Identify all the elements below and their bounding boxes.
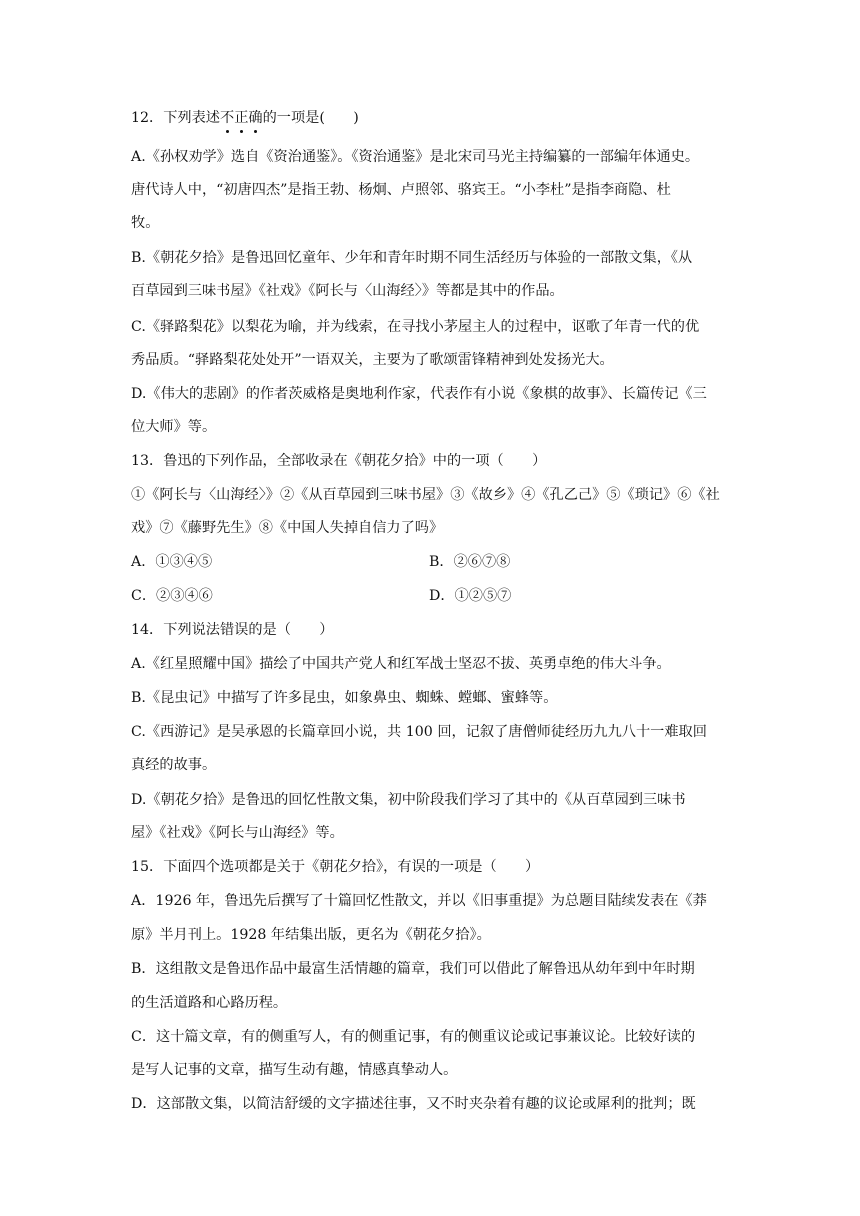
q12-option-d-line2: 位大师》等。 xyxy=(131,419,217,435)
q14-option-b: B.《昆虫记》中描写了许多昆虫，如象鼻虫、蜘蛛、螳螂、蜜蜂等。 xyxy=(131,690,558,706)
q15-option-a-line1: A．1926 年，鲁迅先后撰写了十篇回忆性散文，并以《旧事重提》为总题目陆续发表在《莽 xyxy=(131,893,707,909)
q14-option-d-line1: D.《朝花夕拾》是鲁迅的回忆性散文集，初中阶段我们学习了其中的《从百草园到三味书 xyxy=(131,792,686,808)
q14-option-c-line1: C.《西游记》是吴承恩的长篇章回小说，共 100 回，记叙了唐僧师徒经历九九八十一难取回 xyxy=(131,724,707,740)
q14-option-d-line2: 屋》《社戏》《阿长与山海经》等。 xyxy=(131,825,344,841)
emphasis-char: 不 xyxy=(220,110,235,126)
q14-option-a: A.《红星照耀中国》描绘了中国共产党人和红军战士坚忍不拔、英勇卓绝的伟大斗争。 xyxy=(131,656,671,672)
q15-option-c-line2: 是写人记事的文章，描写生动有趣，情感真挚动人。 xyxy=(131,1062,458,1078)
q12-option-c-line2: 秀品质。“驿路梨花处处开”一语双关，主要为了歌颂雷锋精神到处发扬光大。 xyxy=(131,352,614,368)
q12-option-a-line3: 牧。 xyxy=(131,215,160,231)
question-12-stem-text: 12．下列表述 xyxy=(131,110,220,126)
q15-option-a-line2: 原》半月刊上。1928 年结集出版，更名为《朝花夕拾》。 xyxy=(131,927,491,943)
question-13-stem: 13．鲁迅的下列作品，全部收录在《朝花夕拾》中的一项（ ） xyxy=(131,453,547,469)
q13-option-b: B．②⑥⑦⑧ xyxy=(429,554,511,570)
q12-option-a-line2: 唐代诗人中，“初唐四杰”是指王勃、杨炯、卢照邻、骆宾王。“小李杜”是指李商隐、杜 xyxy=(131,182,671,198)
emphasis-char: 正 xyxy=(234,110,249,126)
q12-option-a-line1: A.《孙权劝学》选自《资治通鉴》。《资治通鉴》是北宋司马光主持编纂的一部编年体通史。 xyxy=(131,149,700,165)
q13-option-c: C．②③④⑥ xyxy=(131,588,213,604)
q15-option-c-line1: C．这十篇文章，有的侧重写人，有的侧重记事，有的侧重议论或记事兼议论。比较好读的 xyxy=(131,1029,696,1045)
question-12-stem-tail: 的一项是( ) xyxy=(262,110,359,126)
question-15-stem: 15．下面四个选项都是关于《朝花夕拾》，有误的一项是（ ） xyxy=(131,859,540,875)
emphasis-char: 确 xyxy=(248,110,263,126)
q13-option-d: D．①②⑤⑦ xyxy=(429,588,512,604)
q15-option-b-line2: 的生活道路和心路历程。 xyxy=(131,995,288,1011)
q14-option-c-line2: 真经的故事。 xyxy=(131,757,217,773)
q13-list-line2: 戏》⑦《藤野先生》⑧《中国人失掉自信力了吗》 xyxy=(131,520,444,536)
q12-option-c-line1: C.《驿路梨花》以梨花为喻，并为线索，在寻找小茅屋主人的过程中，讴歌了年青一代的优 xyxy=(131,319,700,335)
question-14-stem: 14．下列说法错误的是（ ） xyxy=(131,622,334,638)
q15-option-b-line1: B．这组散文是鲁迅作品中最富生活情趣的篇章，我们可以借此了解鲁迅从幼年到中年时期 xyxy=(131,961,695,977)
q12-option-b-line2: 百草园到三味书屋》《社戏》《阿长与〈山海经〉》等都是其中的作品。 xyxy=(131,283,564,299)
q12-option-b-line1: B.《朝花夕拾》是鲁迅回忆童年、少年和青年时期不同生活经历与体验的一部散文集，《从 xyxy=(131,250,693,266)
q12-option-d-line1: D.《伟大的悲剧》的作者茨威格是奥地利作家，代表作有小说《象棋的故事》、长篇传记《三 xyxy=(131,386,707,402)
q15-option-d-line1: D．这部散文集，以简洁舒缓的文字描述往事，又不时夹杂着有趣的议论或犀利的批判；既 xyxy=(131,1096,696,1112)
question-12-stem xyxy=(131,108,741,128)
q13-list-line1: ①《阿长与〈山海经〉》②《从百草园到三味书屋》③《故乡》④《孔乙己》⑤《琐记》⑥《社 xyxy=(131,487,720,503)
q13-option-a: A．①③④⑤ xyxy=(131,554,213,570)
